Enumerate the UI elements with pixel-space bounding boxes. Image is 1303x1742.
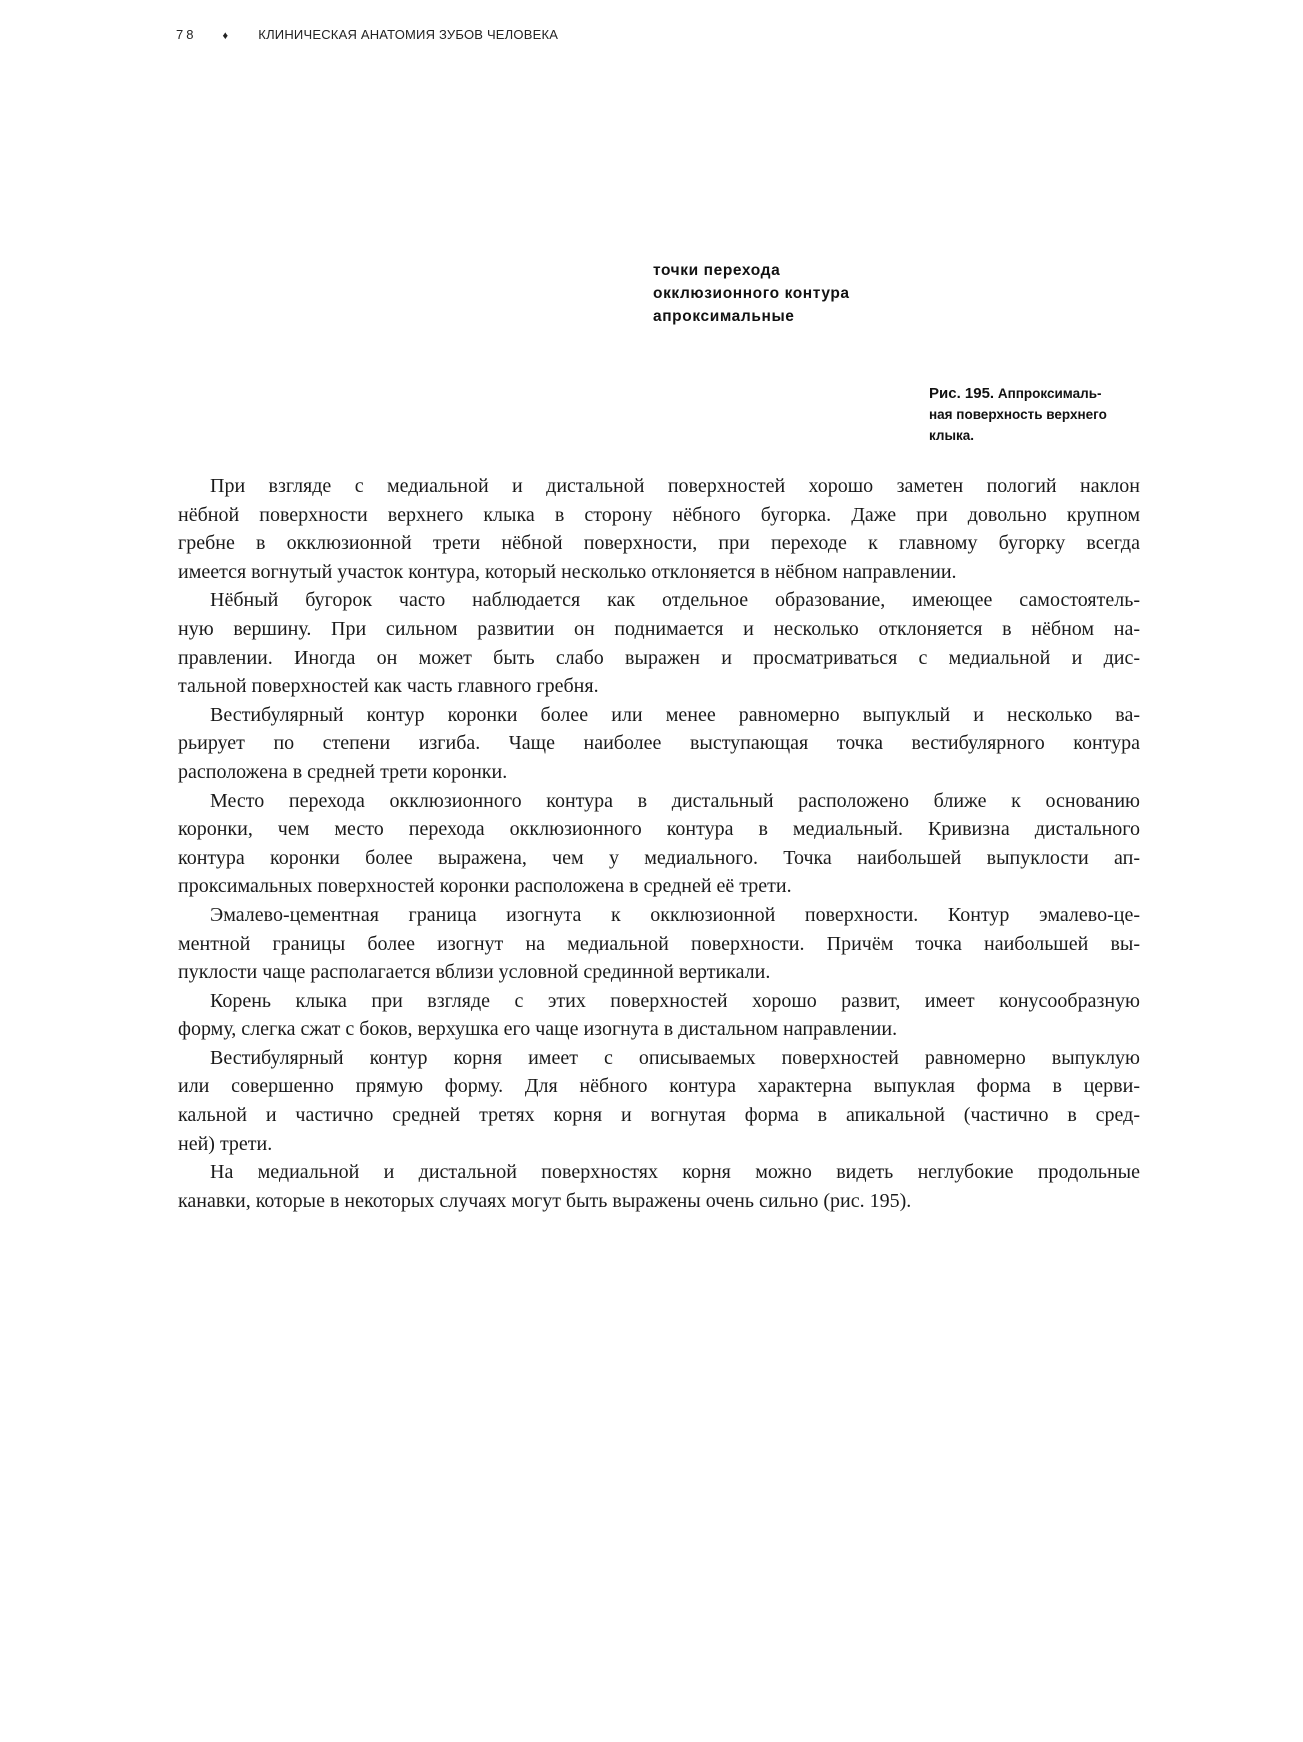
paragraph-line: Вестибулярный контур коронки более или менее равномерно выпуклый и несколько ва-: [210, 703, 1140, 726]
callout-line: апроксимальные: [653, 308, 795, 325]
paragraph: [178, 787, 1140, 901]
paragraph-line: Эмалево-цементная граница изогнута к окклюзионной поверхности. Контур эмалево-це-: [210, 903, 1140, 926]
paragraph: [178, 987, 1140, 1044]
diamond-separator-icon: ♦: [222, 30, 229, 42]
paragraph-line: расположена в средней трети коронки.: [178, 760, 508, 783]
paragraph-line: Место перехода окклюзионного контура в дистальный расположено ближе к основанию: [210, 789, 1140, 812]
callout-line: точки перехода: [653, 262, 781, 279]
body-text: [178, 472, 1140, 1215]
book-title: КЛИНИЧЕСКАЯ АНАТОМИЯ ЗУБОВ ЧЕЛОВЕКА: [258, 27, 559, 42]
paragraph-line: ментной границы более изогнут на медиальной поверхности. Причём точка наибольшей вы-: [178, 932, 1140, 955]
paragraph-line: коронки, чем место перехода окклюзионного контура в медиальный. Кривизна дистального: [178, 818, 1140, 841]
callout-line: окклюзионного контура: [653, 285, 850, 302]
paragraph-line: форму, слегка сжат с боков, верхушка его чаще изогнута в дистальном направлении.: [178, 1018, 898, 1041]
paragraph: [178, 1044, 1140, 1158]
paragraph-line: правлении. Иногда он может быть слабо выражен и просматриваться с медиальной и дис-: [178, 646, 1140, 669]
paragraph-line: проксимальных поверхностей коронки расположена в средней её трети.: [178, 875, 792, 898]
paragraph-line: нёбной поверхности верхнего клыка в сторону нёбного бугорка. Даже при довольно крупном: [178, 503, 1140, 526]
paragraph-line: Вестибулярный контур корня имеет с описываемых поверхностей равномерно выпуклую: [210, 1046, 1140, 1069]
figure-callout-label: [653, 259, 850, 328]
paragraph-line: Корень клыка при взгляде с этих поверхностей хорошо развит, имеет конусообразную: [210, 989, 1140, 1012]
page-number: 78: [176, 27, 197, 42]
paragraph-line: имеется вогнутый участок контура, который несколько отклоняется в нёбном направлении.: [178, 560, 957, 583]
caption-line: ная поверхность верхнего: [929, 407, 1107, 422]
figure-number: Рис. 195.: [929, 385, 995, 402]
paragraph-line: Нёбный бугорок часто наблюдается как отдельное образование, имеющее самостоятель-: [210, 589, 1140, 612]
paragraph-line: ней) трети.: [178, 1132, 273, 1155]
figure-caption: [929, 383, 1147, 446]
caption-line: [929, 383, 1147, 404]
paragraph-line: контура коронки более выражена, чем у медиального. Точка наибольшей выпуклости ап-: [178, 846, 1140, 869]
caption-line: клыка.: [929, 428, 975, 443]
paragraph-line: или совершенно прямую форму. Для нёбного контура характерна выпуклая форма в церви-: [178, 1075, 1140, 1098]
paragraph-line: кальной и частично средней третях корня и вогнутая форма в апикальной (частично в сред-: [178, 1104, 1140, 1127]
paragraph: [178, 586, 1140, 700]
paragraph: [178, 472, 1140, 586]
paragraph-line: При взгляде с медиальной и дистальной поверхностей хорошо заметен пологий наклон: [210, 475, 1140, 497]
paragraph-line: тальной поверхностей как часть главного гребня.: [178, 675, 599, 698]
paragraph: [178, 701, 1140, 787]
paragraph-line: рьирует по степени изгиба. Чаще наиболее выступающая точка вестибулярного контура: [178, 732, 1140, 755]
paragraph: [178, 901, 1140, 987]
running-head: [176, 27, 558, 42]
paragraph-line: канавки, которые в некоторых случаях могут быть выражены очень сильно (рис. 195).: [178, 1189, 912, 1212]
caption-text: Аппроксималь-: [997, 386, 1102, 401]
paragraph-line: ную вершину. При сильном развитии он поднимается и несколько отклоняется в нёбном на-: [178, 617, 1140, 640]
paragraph-line: пуклости чаще располагается вблизи условной срединной вертикали.: [178, 961, 771, 984]
paragraph-line: гребне в окклюзионной трети нёбной поверхности, при переходе к главному бугорку всегда: [178, 532, 1140, 555]
paragraph-line: На медиальной и дистальной поверхностях корня можно видеть неглубокие продольные: [210, 1161, 1140, 1184]
paragraph: [178, 1158, 1140, 1215]
